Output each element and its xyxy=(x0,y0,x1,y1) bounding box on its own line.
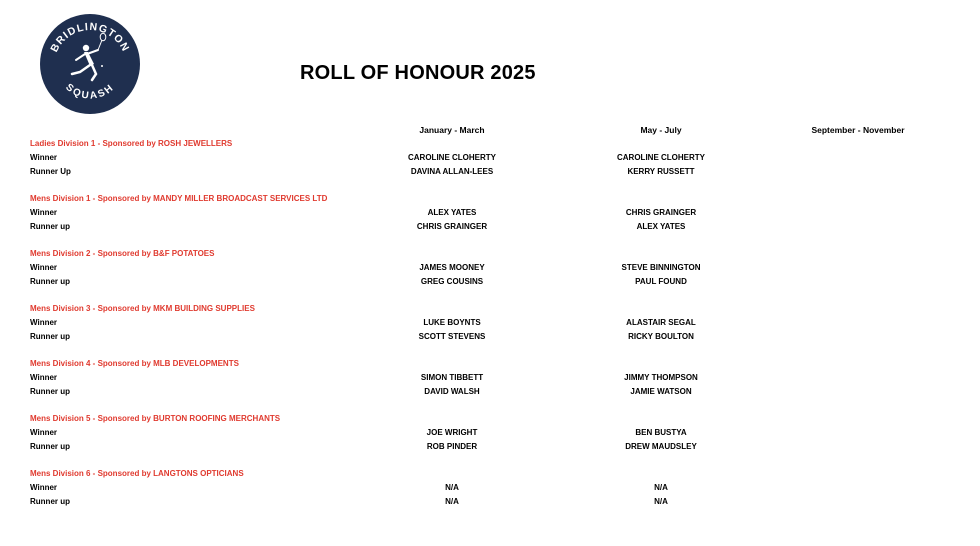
table-cell: SCOTT STEVENS xyxy=(418,332,486,341)
row-label: Runner Up xyxy=(30,167,71,176)
table-row xyxy=(30,165,970,179)
division-title: Mens Division 4 - Sponsored by MLB DEVELOPMENTS xyxy=(30,359,239,368)
table-cell: CAROLINE CLOHERTY xyxy=(408,153,496,162)
row-label: Runner up xyxy=(30,442,70,451)
table-row xyxy=(30,275,970,289)
table-row xyxy=(30,330,970,344)
table-cell: JIMMY THOMPSON xyxy=(624,373,698,382)
row-label: Winner xyxy=(30,208,58,217)
row-label: Runner up xyxy=(30,387,70,396)
table-row xyxy=(30,316,970,330)
row-label: Winner xyxy=(30,153,58,162)
row-label: Winner xyxy=(30,373,58,382)
table-cell: STEVE BINNINGTON xyxy=(621,263,701,272)
division-section xyxy=(30,467,970,509)
division-title: Mens Division 2 - Sponsored by B&F POTATOES xyxy=(30,249,215,258)
table-cell: DAVINA ALLAN-LEES xyxy=(410,167,494,176)
division-section xyxy=(30,302,970,344)
table-row xyxy=(30,426,970,440)
row-label: Runner up xyxy=(30,277,70,286)
table-cell: N/A xyxy=(654,483,668,492)
table-cell: JOE WRIGHT xyxy=(426,428,478,437)
division-title: Mens Division 1 - Sponsored by MANDY MILLER BROADCAST SERVICES LTD xyxy=(30,194,328,203)
column-header-jan-mar: January - March xyxy=(419,125,485,135)
table-cell: N/A xyxy=(445,497,459,506)
table-row xyxy=(30,385,970,399)
row-label: Winner xyxy=(30,318,58,327)
table-cell: BEN BUSTYA xyxy=(635,428,687,437)
table-row xyxy=(30,495,970,509)
division-title: Mens Division 5 - Sponsored by BURTON ROOFING MERCHANTS xyxy=(30,414,281,423)
division-section xyxy=(30,192,970,234)
table-cell: ALASTAIR SEGAL xyxy=(626,318,696,327)
table-cell: KERRY RUSSETT xyxy=(627,167,695,176)
table-row xyxy=(30,440,970,454)
table-cell: CAROLINE CLOHERTY xyxy=(617,153,705,162)
logo-text-top: BRIDLINGTON xyxy=(48,20,132,55)
division-section xyxy=(30,412,970,454)
table-row xyxy=(30,220,970,234)
table-cell: N/A xyxy=(654,497,668,506)
table-cell: ROB PINDER xyxy=(426,442,478,451)
logo-text-bottom: SQUASH xyxy=(63,81,117,102)
row-label: Winner xyxy=(30,428,58,437)
row-label: Runner up xyxy=(30,497,70,506)
row-label: Winner xyxy=(30,263,58,272)
table-cell: PAUL FOUND xyxy=(635,277,687,286)
table-cell: DAVID WALSH xyxy=(424,387,480,396)
table-cell: RICKY BOULTON xyxy=(628,332,694,341)
row-label: Runner up xyxy=(30,332,70,341)
table-cell: DREW MAUDSLEY xyxy=(625,442,697,451)
division-section xyxy=(30,137,970,179)
row-label: Winner xyxy=(30,483,58,492)
division-title: Mens Division 3 - Sponsored by MKM BUILDING SUPPLIES xyxy=(30,304,255,313)
table-cell: JAMIE WATSON xyxy=(630,387,692,396)
bridlington-squash-logo xyxy=(40,14,140,114)
table-cell: ALEX YATES xyxy=(636,222,686,231)
table-row xyxy=(30,151,970,165)
division-section xyxy=(30,357,970,399)
table-cell: CHRIS GRAINGER xyxy=(416,222,488,231)
table-cell: JAMES MOONEY xyxy=(419,263,485,272)
division-title: Ladies Division 1 - Sponsored by ROSH JEWELLERS xyxy=(30,139,233,148)
division-title: Mens Division 6 - Sponsored by LANGTONS OPTICIANS xyxy=(30,469,244,478)
column-header-sep-nov: September - November xyxy=(811,125,905,135)
division-section xyxy=(30,247,970,289)
table-cell: ALEX YATES xyxy=(427,208,477,217)
table-row xyxy=(30,261,970,275)
table-row xyxy=(30,481,970,495)
row-label: Runner up xyxy=(30,222,70,231)
table-cell: GREG COUSINS xyxy=(420,277,484,286)
table-cell: LUKE BOYNTS xyxy=(423,318,481,327)
table-cell: CHRIS GRAINGER xyxy=(625,208,697,217)
page-title: ROLL OF HONOUR 2025 xyxy=(300,62,536,84)
column-header-may-jul: May - July xyxy=(640,125,682,135)
table-cell: SIMON TIBBETT xyxy=(420,373,484,382)
table-row xyxy=(30,206,970,220)
table-cell: N/A xyxy=(445,483,459,492)
table-row xyxy=(30,371,970,385)
